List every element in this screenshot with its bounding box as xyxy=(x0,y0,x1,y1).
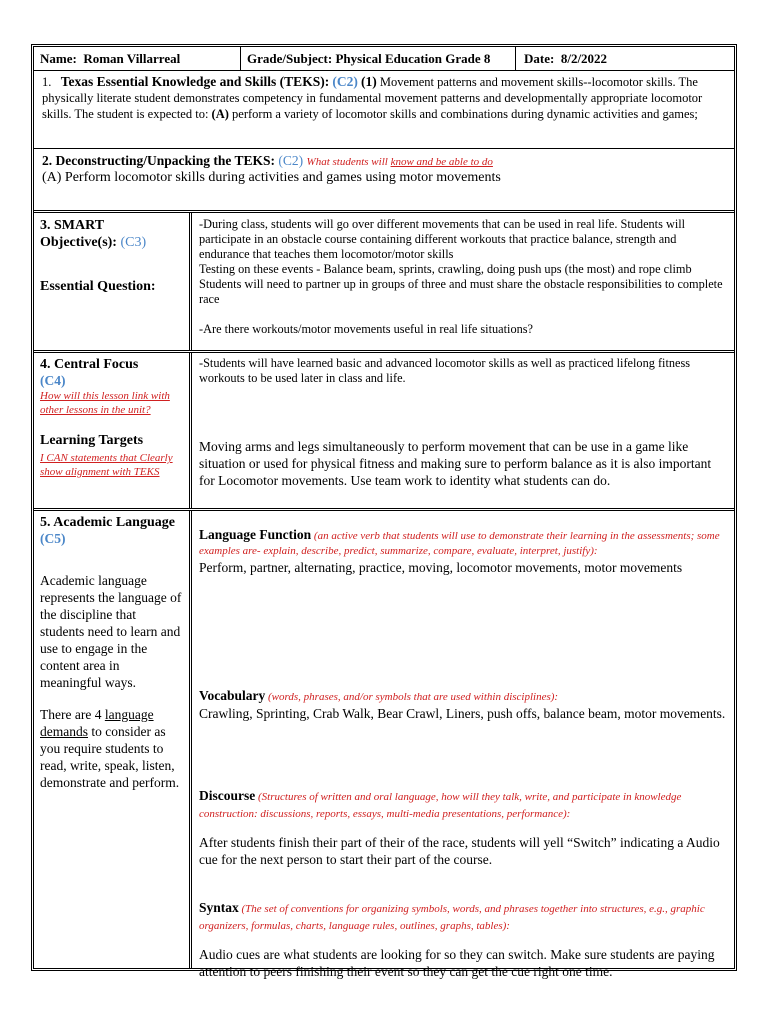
name-label: Name: xyxy=(40,51,77,66)
academic-language-code: (C5) xyxy=(40,531,66,546)
deconstruct-code: (C2) xyxy=(278,153,304,168)
central-focus-content-cell xyxy=(192,353,734,508)
deconstruct-row xyxy=(34,149,734,213)
learning-targets-text: Moving arms and legs simultaneously to perform movement that can be use in a game like situation or used for physical fitness and making sure to perform balance as it is also important for Locomotor movements. Use team work to identity what students can do. xyxy=(199,439,712,488)
essential-question-label: Essential Question: xyxy=(40,279,156,294)
date-cell xyxy=(516,47,734,70)
central-focus-hint: How will this lesson link with other lessons in the unit? xyxy=(40,390,170,416)
academic-language-content-cell xyxy=(192,511,734,979)
teks-code: (C2) xyxy=(332,74,358,89)
discourse-label: Discourse xyxy=(199,788,256,803)
language-demands-text: There are 4 language demands to consider as you require students to read, write, speak, listen, demonstrate and perform. xyxy=(40,707,180,790)
name-value: Roman Villarreal xyxy=(83,51,181,66)
name-cell xyxy=(34,47,241,70)
academic-language-label-cell xyxy=(34,511,192,968)
vocabulary-text: Crawling, Sprinting, Crab Walk, Bear Crawl, Liners, push offs, balance beam, motor movements. xyxy=(199,706,726,721)
smart-row xyxy=(34,213,734,353)
vocabulary-block xyxy=(199,688,728,722)
teks-cell xyxy=(34,71,734,148)
teks-row xyxy=(34,71,734,149)
syntax-block xyxy=(199,899,728,980)
date-value: 8/2/2022 xyxy=(560,51,608,66)
vocabulary-hint: (words, phrases, and/or symbols that are used within disciplines): xyxy=(268,691,559,703)
discourse-block xyxy=(199,787,728,868)
teks-text: Movement patterns and movement skills--locomotor skills. The physically literate student demonstrates competency in fundamental movement patterns and developmentally appropriate locomotor skills. The student is expected to: xyxy=(42,75,703,121)
header-row xyxy=(34,47,734,71)
syntax-text: Audio cues are what students are looking for so they can switch. Make sure students are paying attention to peers finishing their event so they can get the cue right one time. xyxy=(199,947,715,979)
central-focus-text: -Students will have learned basic and advanced locomotor skills as well as practiced lifelong fitness workouts to be used later in class and life. xyxy=(199,356,691,385)
teks-title: Texas Essential Knowledge and Skills (TEKS): xyxy=(60,74,330,89)
vocabulary-label: Vocabulary xyxy=(199,688,266,703)
grade-value: Physical Education Grade 8 xyxy=(335,51,491,66)
smart-code: (C3) xyxy=(120,235,147,250)
teks-number: 1. xyxy=(42,75,52,89)
language-function-block xyxy=(199,527,728,576)
essential-question-text: -Are there workouts/motor movements useful in real life situations? xyxy=(199,322,533,336)
language-function-text: Perform, partner, alternating, practice, moving, locomotor movements, motor movements xyxy=(199,560,683,575)
grade-label: Grade/Subject: xyxy=(247,51,333,66)
smart-line-1: -During class, students will go over different movements that can be used in real life. Students will participate in an obstacle course containing different workouts that practice balance, strength and endurance that teaches them locomotor/motor skills xyxy=(199,217,686,261)
smart-content-cell xyxy=(192,213,734,350)
language-function-hint: (an active verb that students will use to demonstrate their learning in the assessments; some examples are- explain, describe, predict, summarize, compare, evaluate, interpret, justify): xyxy=(199,530,720,557)
syntax-hint: (The set of conventions for organizing symbols, words, and phrases together into structures, e.g., graphic organizers, formulas, charts, language rules, outlines, graphs, tables): xyxy=(199,903,705,932)
smart-line-2: Testing on these events - Balance beam, sprints, crawling, doing push ups (the most) and rope climb xyxy=(199,262,692,276)
smart-label-cell xyxy=(34,213,192,350)
syntax-label: Syntax xyxy=(199,900,239,915)
teks-text-a: perform a variety of locomotor skills and combinations during dynamic activities and games; xyxy=(232,107,698,121)
deconstruct-cell xyxy=(34,149,734,210)
date-label: Date: xyxy=(524,51,555,66)
lesson-plan-table xyxy=(31,44,737,979)
discourse-hint: (Structures of written and oral language, how will they talk, write, and participate in knowledge construction: discussions, reports, essays, multi-media presentations, performance): xyxy=(199,791,682,820)
deconstruct-hint: What students will know and be able to do xyxy=(306,156,493,168)
central-focus-code: (C4) xyxy=(40,373,66,388)
teks-item-number: (1) xyxy=(360,74,377,89)
central-focus-title: 4. Central Focus xyxy=(40,357,139,372)
central-focus-row xyxy=(34,353,734,511)
learning-targets-title: Learning Targets xyxy=(40,433,144,448)
teks-item-a: (A) xyxy=(211,107,229,121)
smart-title: 3. SMART Objective(s): xyxy=(40,218,117,250)
deconstruct-title: 2. Deconstructing/Unpacking the TEKS: xyxy=(42,153,276,168)
learning-targets-hint: I CAN statements that Clearly show alignment with TEKS xyxy=(40,452,173,478)
language-function-label: Language Function xyxy=(199,527,312,542)
deconstruct-text: (A) Perform locomotor skills during activities and games using motor movements xyxy=(42,170,501,185)
academic-language-title: 5. Academic Language xyxy=(40,515,175,530)
smart-line-3: Students will need to partner up in groups of three and must share the obstacle responsibilities to complete race xyxy=(199,277,723,306)
discourse-text: After students finish their part of their of the race, students will yell “Switch” indicating a Audio cue for the next person to start their part of the course. xyxy=(199,835,720,867)
academic-language-row xyxy=(34,511,734,979)
academic-language-desc: Academic language represents the language of the discipline that students need to learn and use to engage in the content area in meaningful ways. xyxy=(40,573,182,690)
grade-cell xyxy=(241,47,516,70)
central-focus-label-cell xyxy=(34,353,192,508)
